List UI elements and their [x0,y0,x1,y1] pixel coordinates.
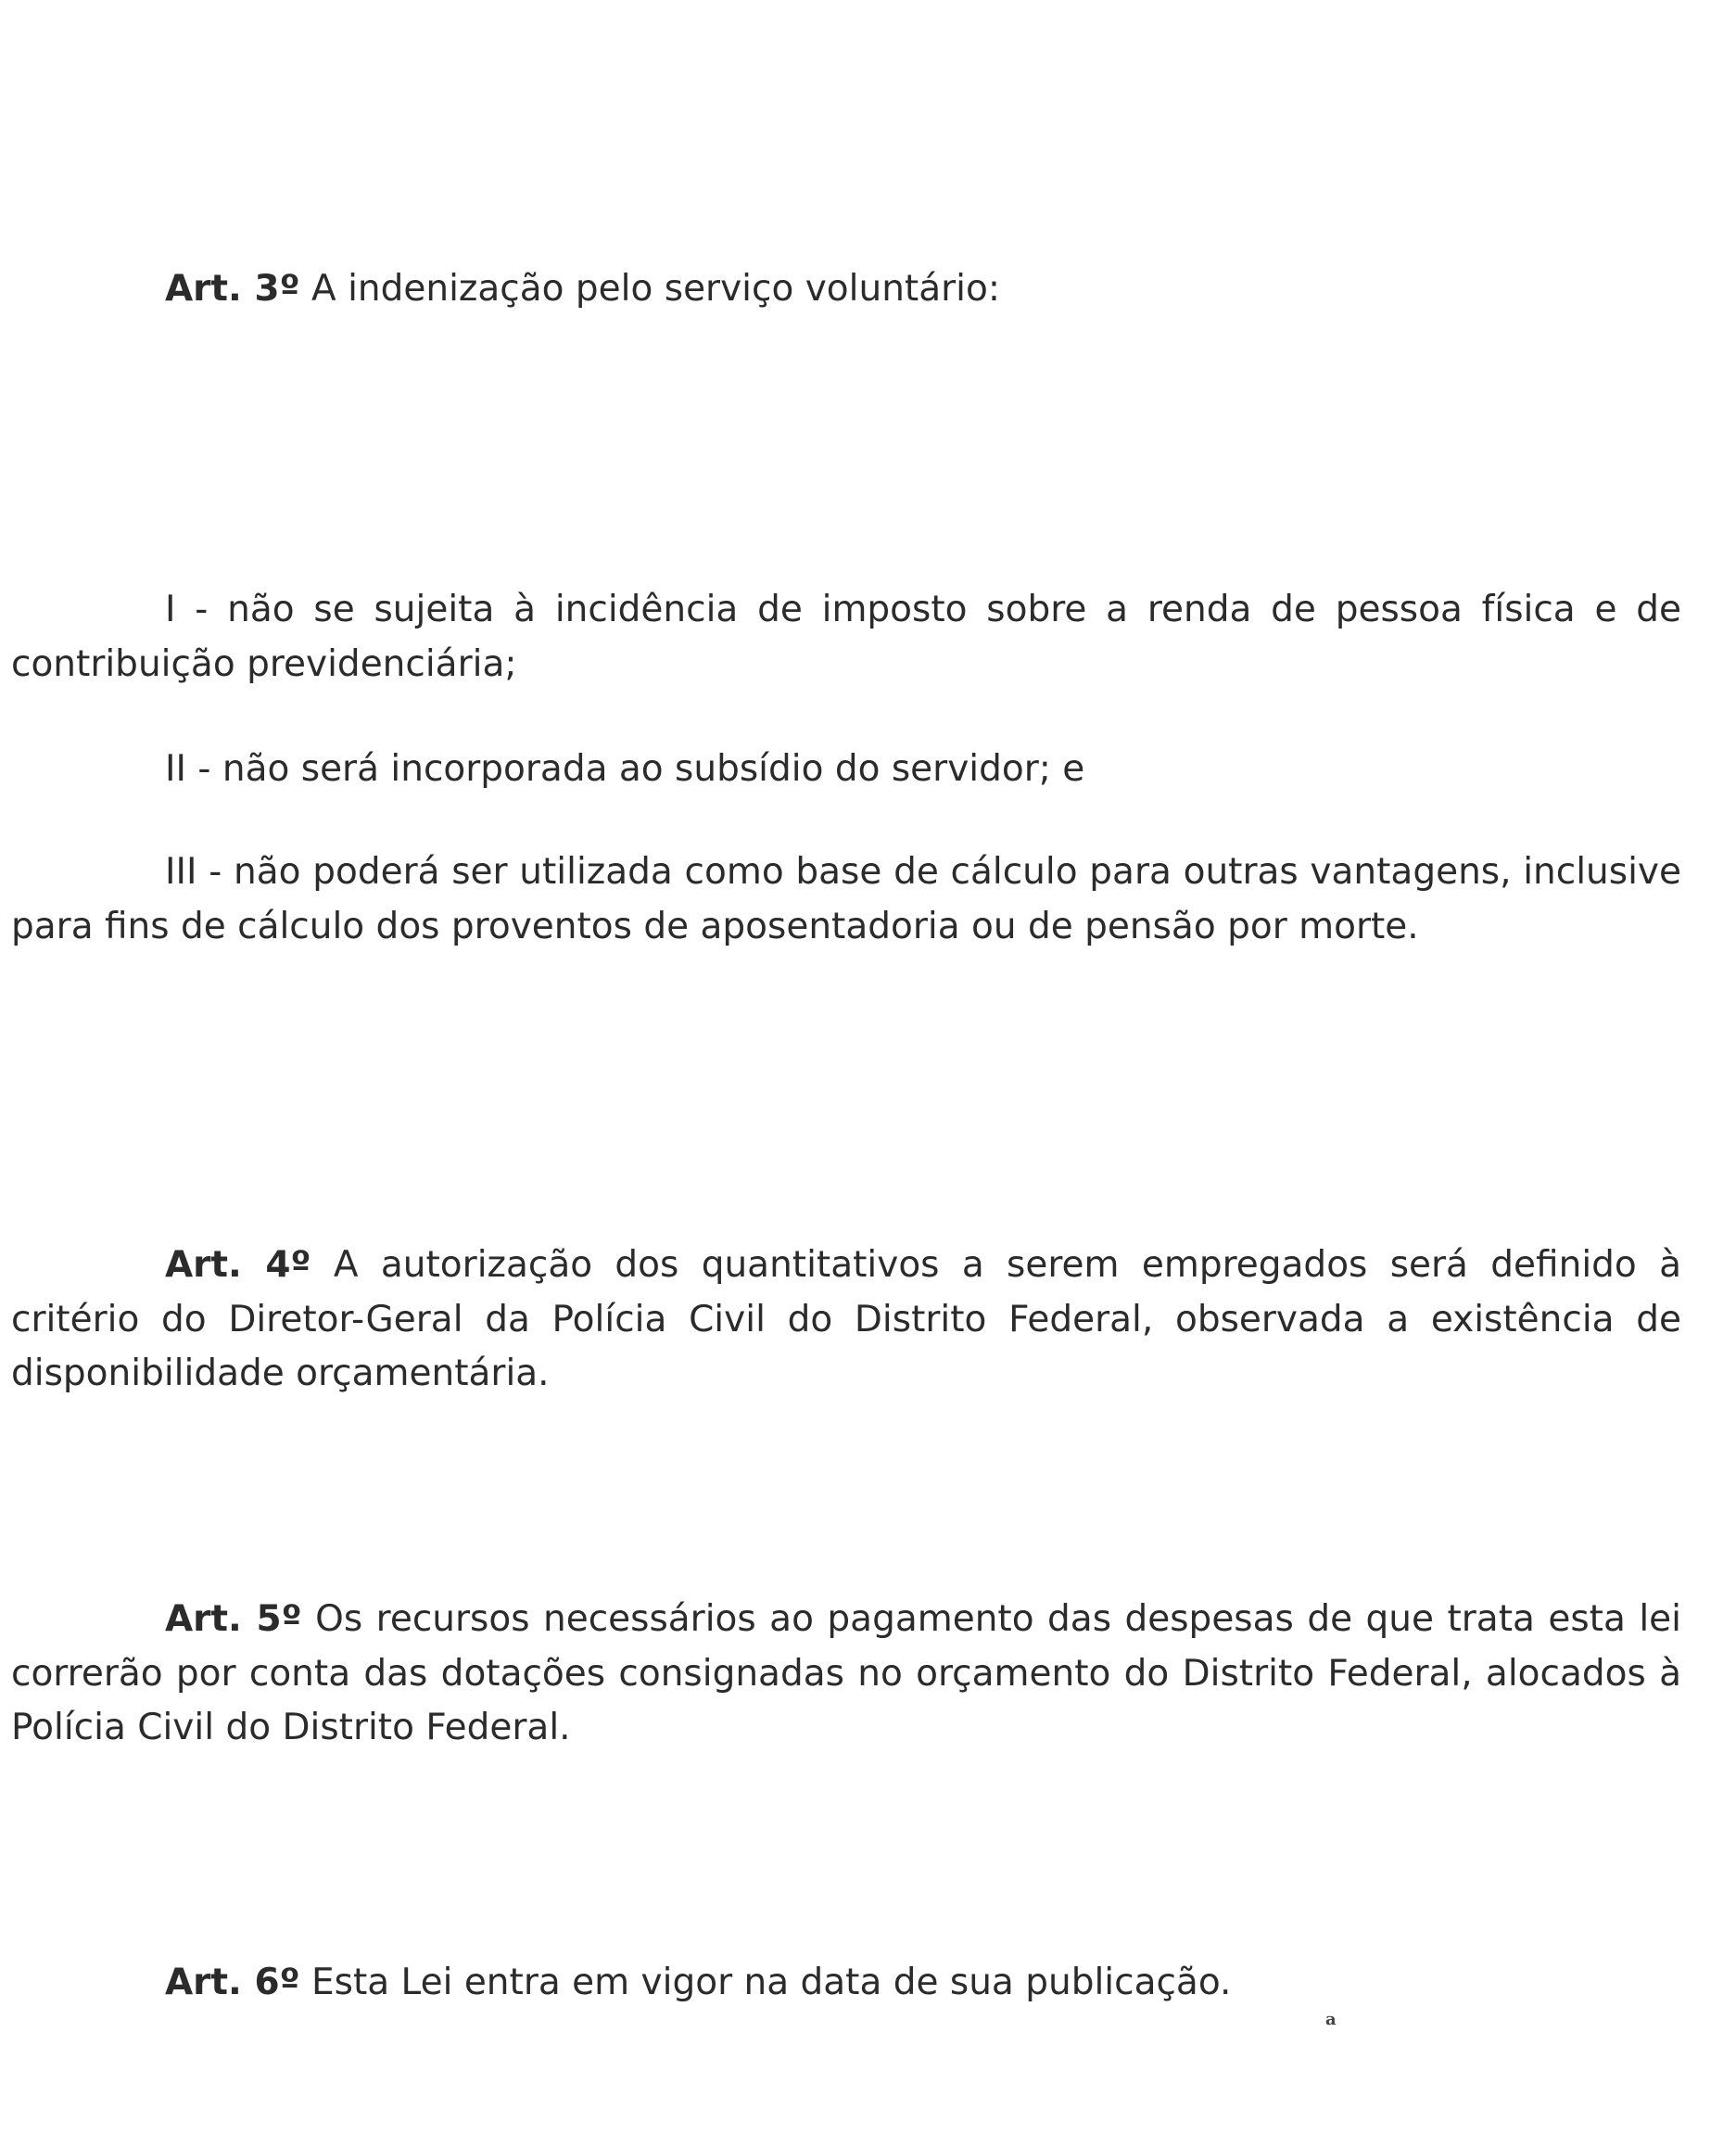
article-5 [11,1593,1681,1756]
article-label: Art. 4º [165,1244,311,1286]
article-text: A indenização pelo serviço voluntário: [311,268,1000,310]
article-4 [11,1238,1681,1402]
item-iii [11,845,1681,954]
article-label: Art. 5º [165,1598,302,1640]
article-3 [11,262,1681,317]
item-text: I - não se sujeita à incidência de imposto sobre a renda de pessoa física e de contribuição previdenciária; [11,589,1681,685]
item-i [11,583,1681,692]
article-6 [11,1956,1681,2011]
item-text: III - não poderá ser utilizada como base de cálculo para outras vantagens, inclusive para fins de cálculo dos proventos de aposentadoria ou de pensão por morte. [11,851,1681,947]
article-label: Art. 6º [165,1962,300,2003]
item-text: II - não será incorporada ao subsídio do servidor; e [165,748,1085,790]
item-ii [11,743,1681,797]
article-text: Os recursos necessários ao pagamento das despesas de que trata esta lei correrão por conta das dotações consignadas no orçamento do Distrito Federal, alocados à Polícia Civil do Distrito Federal. [11,1598,1681,1748]
page-mark: a [1325,2010,1337,2029]
article-text: Esta Lei entra em vigor na data de sua publicação. [311,1962,1232,2003]
article-label: Art. 3º [165,268,300,310]
article-text: A autorização dos quantitativos a serem empregados será definido à critério do Diretor-Geral da Polícia Civil do Distrito Federal, observada a existência de disponibilidade orçamentária. [11,1244,1681,1394]
